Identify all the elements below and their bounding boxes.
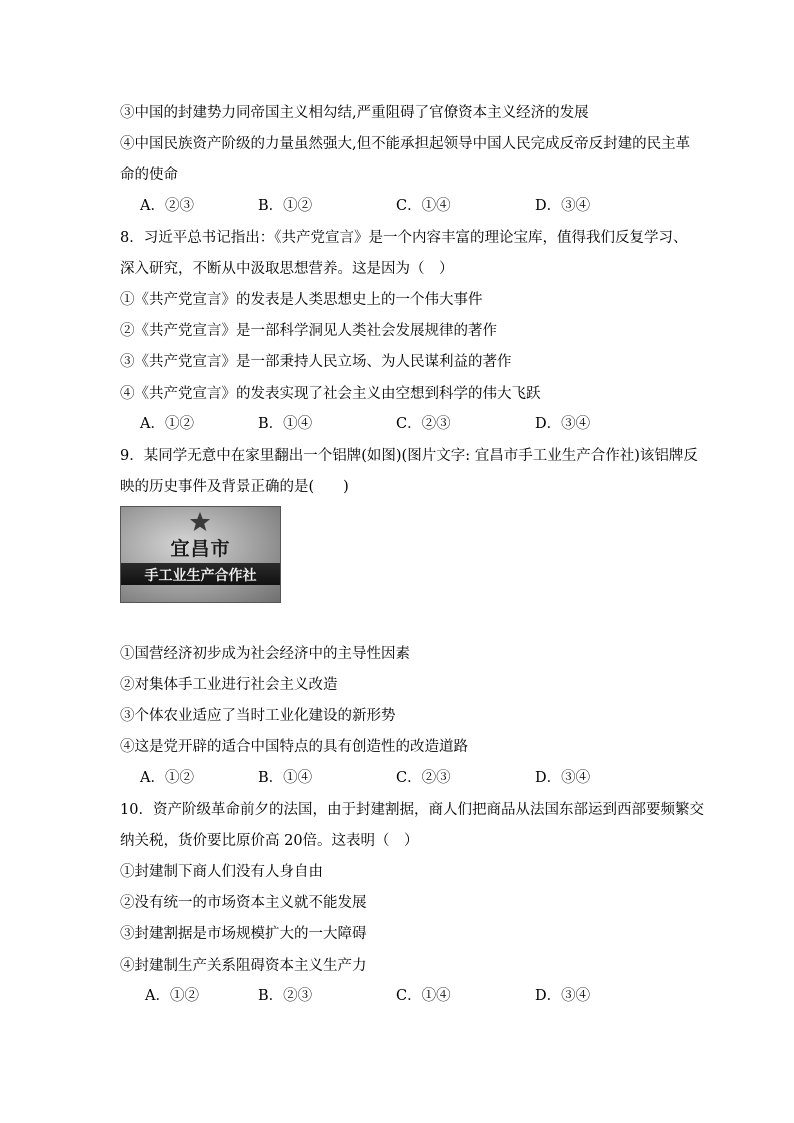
q8-option-b[interactable]: B．①④ [258, 416, 313, 432]
q9-statement-3: ③个体农业适应了当时工业化建设的新形势 [120, 708, 396, 724]
q10-statement-4: ④封建制生产关系阻碍资本主义生产力 [120, 958, 367, 974]
q10-statement-2: ②没有统一的市场资本主义就不能发展 [120, 895, 367, 911]
q8-options [140, 414, 700, 434]
q7-statement-3: ③中国的封建势力同帝国主义相勾结,严重阻碍了官僚资本主义经济的发展 [120, 105, 589, 121]
q10-option-b[interactable]: B．②③ [258, 988, 313, 1004]
q7-option-b[interactable]: B．①② [258, 198, 313, 214]
q7-statement-4-cont: 命的使命 [120, 167, 178, 183]
plaque-cooperative-text: 手工业生产合作社 [144, 568, 257, 584]
q8-option-c[interactable]: C．②③ [396, 416, 451, 432]
q7-options [140, 196, 700, 216]
q10-option-a[interactable]: A．①② [145, 988, 199, 1004]
q10-options [145, 986, 705, 1006]
q9-option-b[interactable]: B．①④ [258, 770, 313, 786]
q10-stem-cont: 纳关税，货价要比原价高 20倍。这表明（ ） [120, 833, 419, 849]
q8-option-a[interactable]: A．①② [140, 416, 194, 432]
q10-statement-3: ③封建割据是市场规模扩大的一大障碍 [120, 926, 367, 942]
plaque-city-text: 宜昌市 [170, 538, 231, 560]
q9-stem: 9．某同学无意中在家里翻出一个铝牌(如图)(图片文字: 宜昌市手工业生产合作社)该铝牌反 [120, 448, 698, 464]
q8-statement-1: ①《共产党宣言》的发表是人类思想史上的一个伟大事件 [120, 292, 483, 308]
q9-option-c[interactable]: C．②③ [396, 770, 451, 786]
q9-statement-4: ④这是党开辟的适合中国特点的具有创造性的改造道路 [120, 739, 468, 755]
q7-option-d[interactable]: D．③④ [535, 198, 591, 214]
q8-option-d[interactable]: D．③④ [535, 416, 591, 432]
q7-option-c[interactable]: C．①④ [396, 198, 451, 214]
star-icon [189, 511, 211, 533]
q9-statement-2: ②对集体手工业进行社会主义改造 [120, 677, 338, 693]
q10-option-d[interactable]: D．③④ [535, 988, 591, 1004]
q7-statement-4: ④中国民族资产阶级的力量虽然强大,但不能承担起领导中国人民完成反帝反封建的民主革 [120, 136, 691, 152]
q9-stem-cont: 映的历史事件及背景正确的是( ) [120, 479, 349, 495]
q8-stem: 8．习近平总书记指出：《共产党宣言》是一个内容丰富的理论宝库，值得我们反复学习、 [120, 230, 688, 246]
q9-options [140, 768, 700, 788]
q10-option-c[interactable]: C．①④ [396, 988, 451, 1004]
q8-statement-3: ③《共产党宣言》是一部秉持人民立场、为人民谋利益的著作 [120, 354, 512, 370]
q8-statement-4: ④《共产党宣言》的发表实现了社会主义由空想到科学的伟大飞跃 [120, 386, 541, 402]
q8-stem-cont: 深入研究，不断从中汲取思想营养。这是因为（ ） [120, 261, 454, 277]
q7-option-a[interactable]: A．②③ [140, 198, 194, 214]
q9-option-a[interactable]: A．①② [140, 770, 194, 786]
q8-statement-2: ②《共产党宣言》是一部科学洞见人类社会发展规律的著作 [120, 323, 497, 339]
aluminum-plaque-image [120, 506, 281, 603]
q9-option-d[interactable]: D．③④ [535, 770, 591, 786]
q10-stem: 10．资产阶级革命前夕的法国，由于封建割据，商人们把商品从法国东部运到西部要频繁交 [120, 802, 704, 818]
q10-statement-1: ①封建制下商人们没有人身自由 [120, 864, 323, 880]
q9-statement-1: ①国营经济初步成为社会经济中的主导性因素 [120, 646, 410, 662]
